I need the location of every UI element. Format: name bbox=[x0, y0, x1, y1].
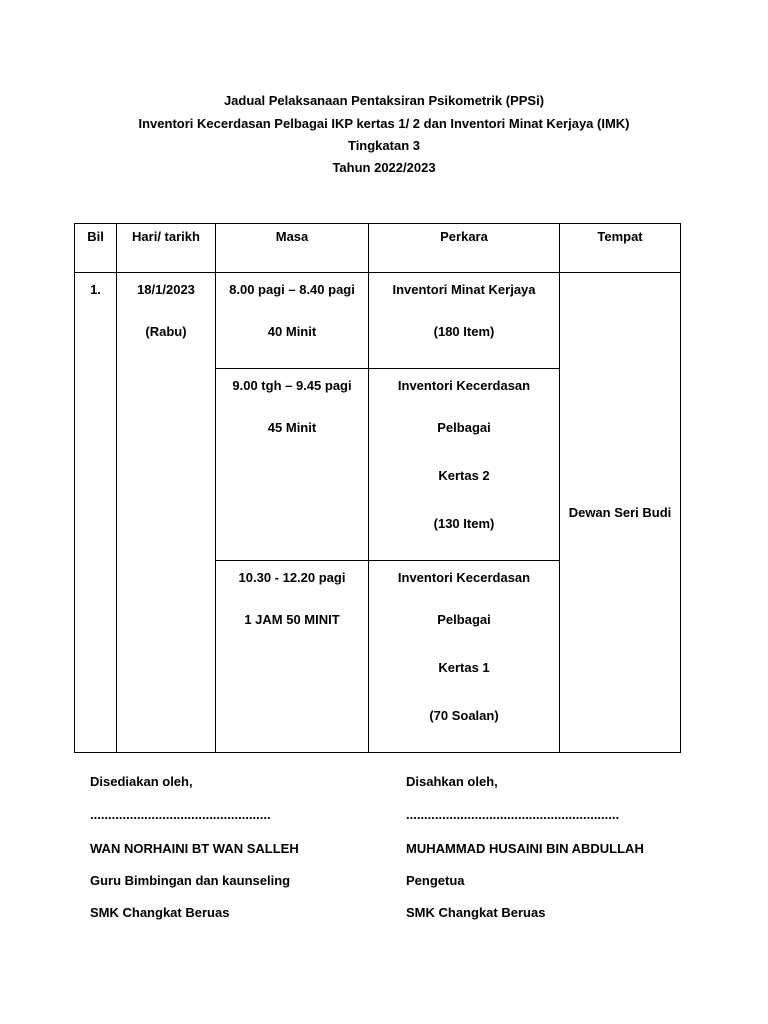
table-header-row bbox=[75, 224, 681, 273]
header-tempat: Tempat bbox=[560, 224, 681, 273]
masa-cell-3 bbox=[216, 561, 369, 753]
doc-title-line-3: Tingkatan 3 bbox=[347, 138, 420, 153]
doc-title-line-1: Jadual Pelaksanaan Pentaksiran Psikometrik (PPSi) bbox=[223, 93, 545, 108]
schedule-table bbox=[74, 223, 681, 753]
approved-by-role: Pengetua bbox=[406, 873, 465, 888]
perkara-line: Pelbagai bbox=[437, 612, 491, 627]
prepared-by-label: Disediakan oleh, bbox=[90, 774, 193, 789]
masa-duration: 40 Minit bbox=[267, 324, 317, 339]
approved-by-signature-line: ........................................................... bbox=[406, 807, 620, 822]
masa-time: 8.00 pagi – 8.40 pagi bbox=[229, 282, 355, 297]
perkara-line: Pelbagai bbox=[437, 420, 491, 435]
masa-time: 10.30 - 12.20 pagi bbox=[238, 570, 346, 585]
header-masa: Masa bbox=[216, 224, 369, 273]
prepared-by-name: WAN NORHAINI BT WAN SALLEH bbox=[90, 841, 299, 856]
perkara-line: Inventori Minat Kerjaya bbox=[392, 282, 536, 297]
perkara-line: Kertas 1 bbox=[438, 660, 490, 675]
doc-title-line-4: Tahun 2022/2023 bbox=[332, 160, 436, 175]
prepared-by-signature-line: .................................................. bbox=[90, 807, 271, 822]
doc-title-line-2: Inventori Kecerdasan Pelbagai IKP kertas 1/ 2 dan Inventori Minat Kerjaya (IMK) bbox=[138, 116, 630, 131]
approved-by-school: SMK Changkat Beruas bbox=[406, 905, 546, 920]
perkara-line: Inventori Kecerdasan bbox=[397, 378, 531, 393]
perkara-cell-3 bbox=[369, 561, 560, 753]
perkara-line: Kertas 2 bbox=[438, 468, 490, 483]
masa-duration: 45 Minit bbox=[267, 420, 317, 435]
bil-cell bbox=[75, 273, 117, 753]
prepared-by-role: Guru Bimbingan dan kaunseling bbox=[90, 873, 291, 888]
approved-by-name: MUHAMMAD HUSAINI BIN ABDULLAH bbox=[406, 841, 644, 856]
table-row bbox=[75, 273, 681, 369]
bil-value: 1. bbox=[90, 282, 101, 297]
header-perkara: Perkara bbox=[369, 224, 560, 273]
date-value: 18/1/2023 bbox=[137, 282, 195, 297]
perkara-line: (130 Item) bbox=[433, 516, 495, 531]
tempat-cell bbox=[560, 273, 681, 753]
date-cell bbox=[117, 273, 216, 753]
tempat-value: Dewan Seri Budi bbox=[568, 505, 672, 520]
masa-cell-2 bbox=[216, 369, 369, 561]
perkara-line: (180 Item) bbox=[433, 324, 495, 339]
perkara-line: (70 Soalan) bbox=[429, 708, 499, 723]
perkara-line: Inventori Kecerdasan bbox=[397, 570, 531, 585]
day-value: (Rabu) bbox=[145, 324, 187, 339]
header-bil: Bil bbox=[75, 224, 117, 273]
prepared-by-school: SMK Changkat Beruas bbox=[90, 905, 230, 920]
perkara-cell-1 bbox=[369, 273, 560, 369]
masa-duration: 1 JAM 50 MINIT bbox=[244, 612, 340, 627]
masa-cell-1 bbox=[216, 273, 369, 369]
masa-time: 9.00 tgh – 9.45 pagi bbox=[232, 378, 352, 393]
header-hari-tarikh: Hari/ tarikh bbox=[117, 224, 216, 273]
approved-by-label: Disahkan oleh, bbox=[406, 774, 498, 789]
perkara-cell-2 bbox=[369, 369, 560, 561]
